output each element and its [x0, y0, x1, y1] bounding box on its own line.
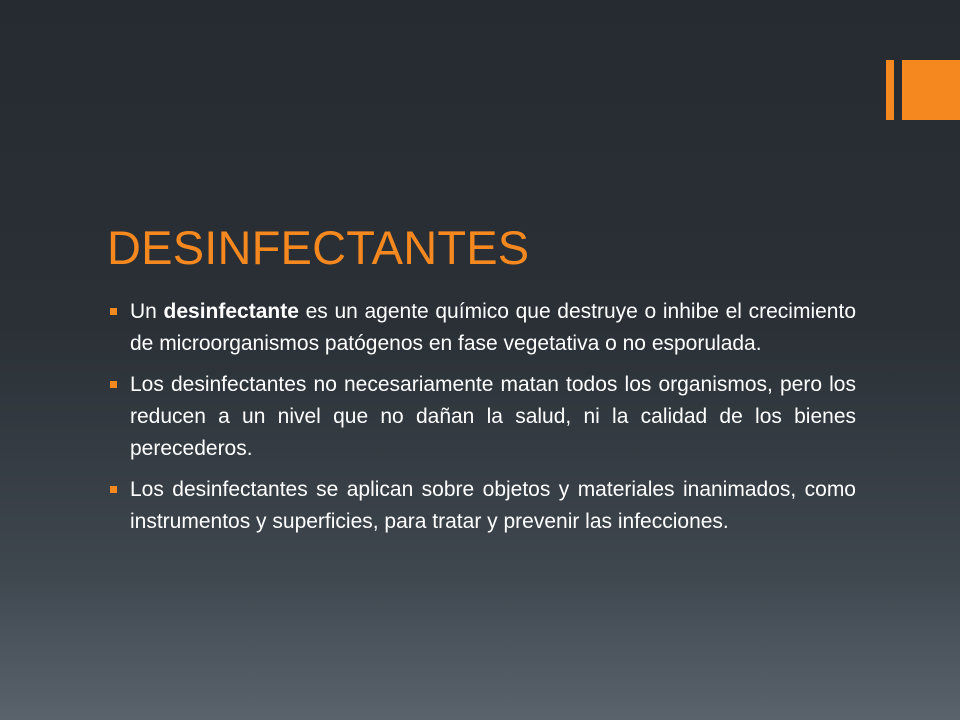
bullet-item-2	[108, 369, 856, 465]
square-bullet-icon	[110, 486, 117, 493]
bullet-item-3	[108, 474, 856, 538]
slide-title: DESINFECTANTES	[107, 221, 530, 274]
decorative-accent-bar-thick	[902, 60, 960, 120]
square-bullet-icon	[110, 308, 117, 315]
bullet-text-1-pre: Un	[130, 300, 164, 323]
bullet-text-2: Los desinfectantes no necesariamente matan todos los organismos, pero los reducen a un nivel que no dañan la salud, ni la calidad de los bienes perecederos.	[130, 373, 856, 460]
decorative-accent-bar-thin	[886, 60, 894, 120]
bullet-list	[108, 296, 856, 547]
bullet-text-3: Los desinfectantes se aplican sobre objetos y materiales inanimados, como instrumentos y superficies, para tratar y prevenir las infecciones.	[130, 478, 856, 533]
bullet-item-1	[108, 296, 856, 360]
bullet-text-1-post: es un agente químico que destruye o inhibe el crecimiento de microorganismos patógenos en fase vegetativa o no esporulada.	[130, 300, 856, 355]
bullet-text-1-bold: desinfectante	[163, 300, 299, 323]
square-bullet-icon	[110, 381, 117, 388]
